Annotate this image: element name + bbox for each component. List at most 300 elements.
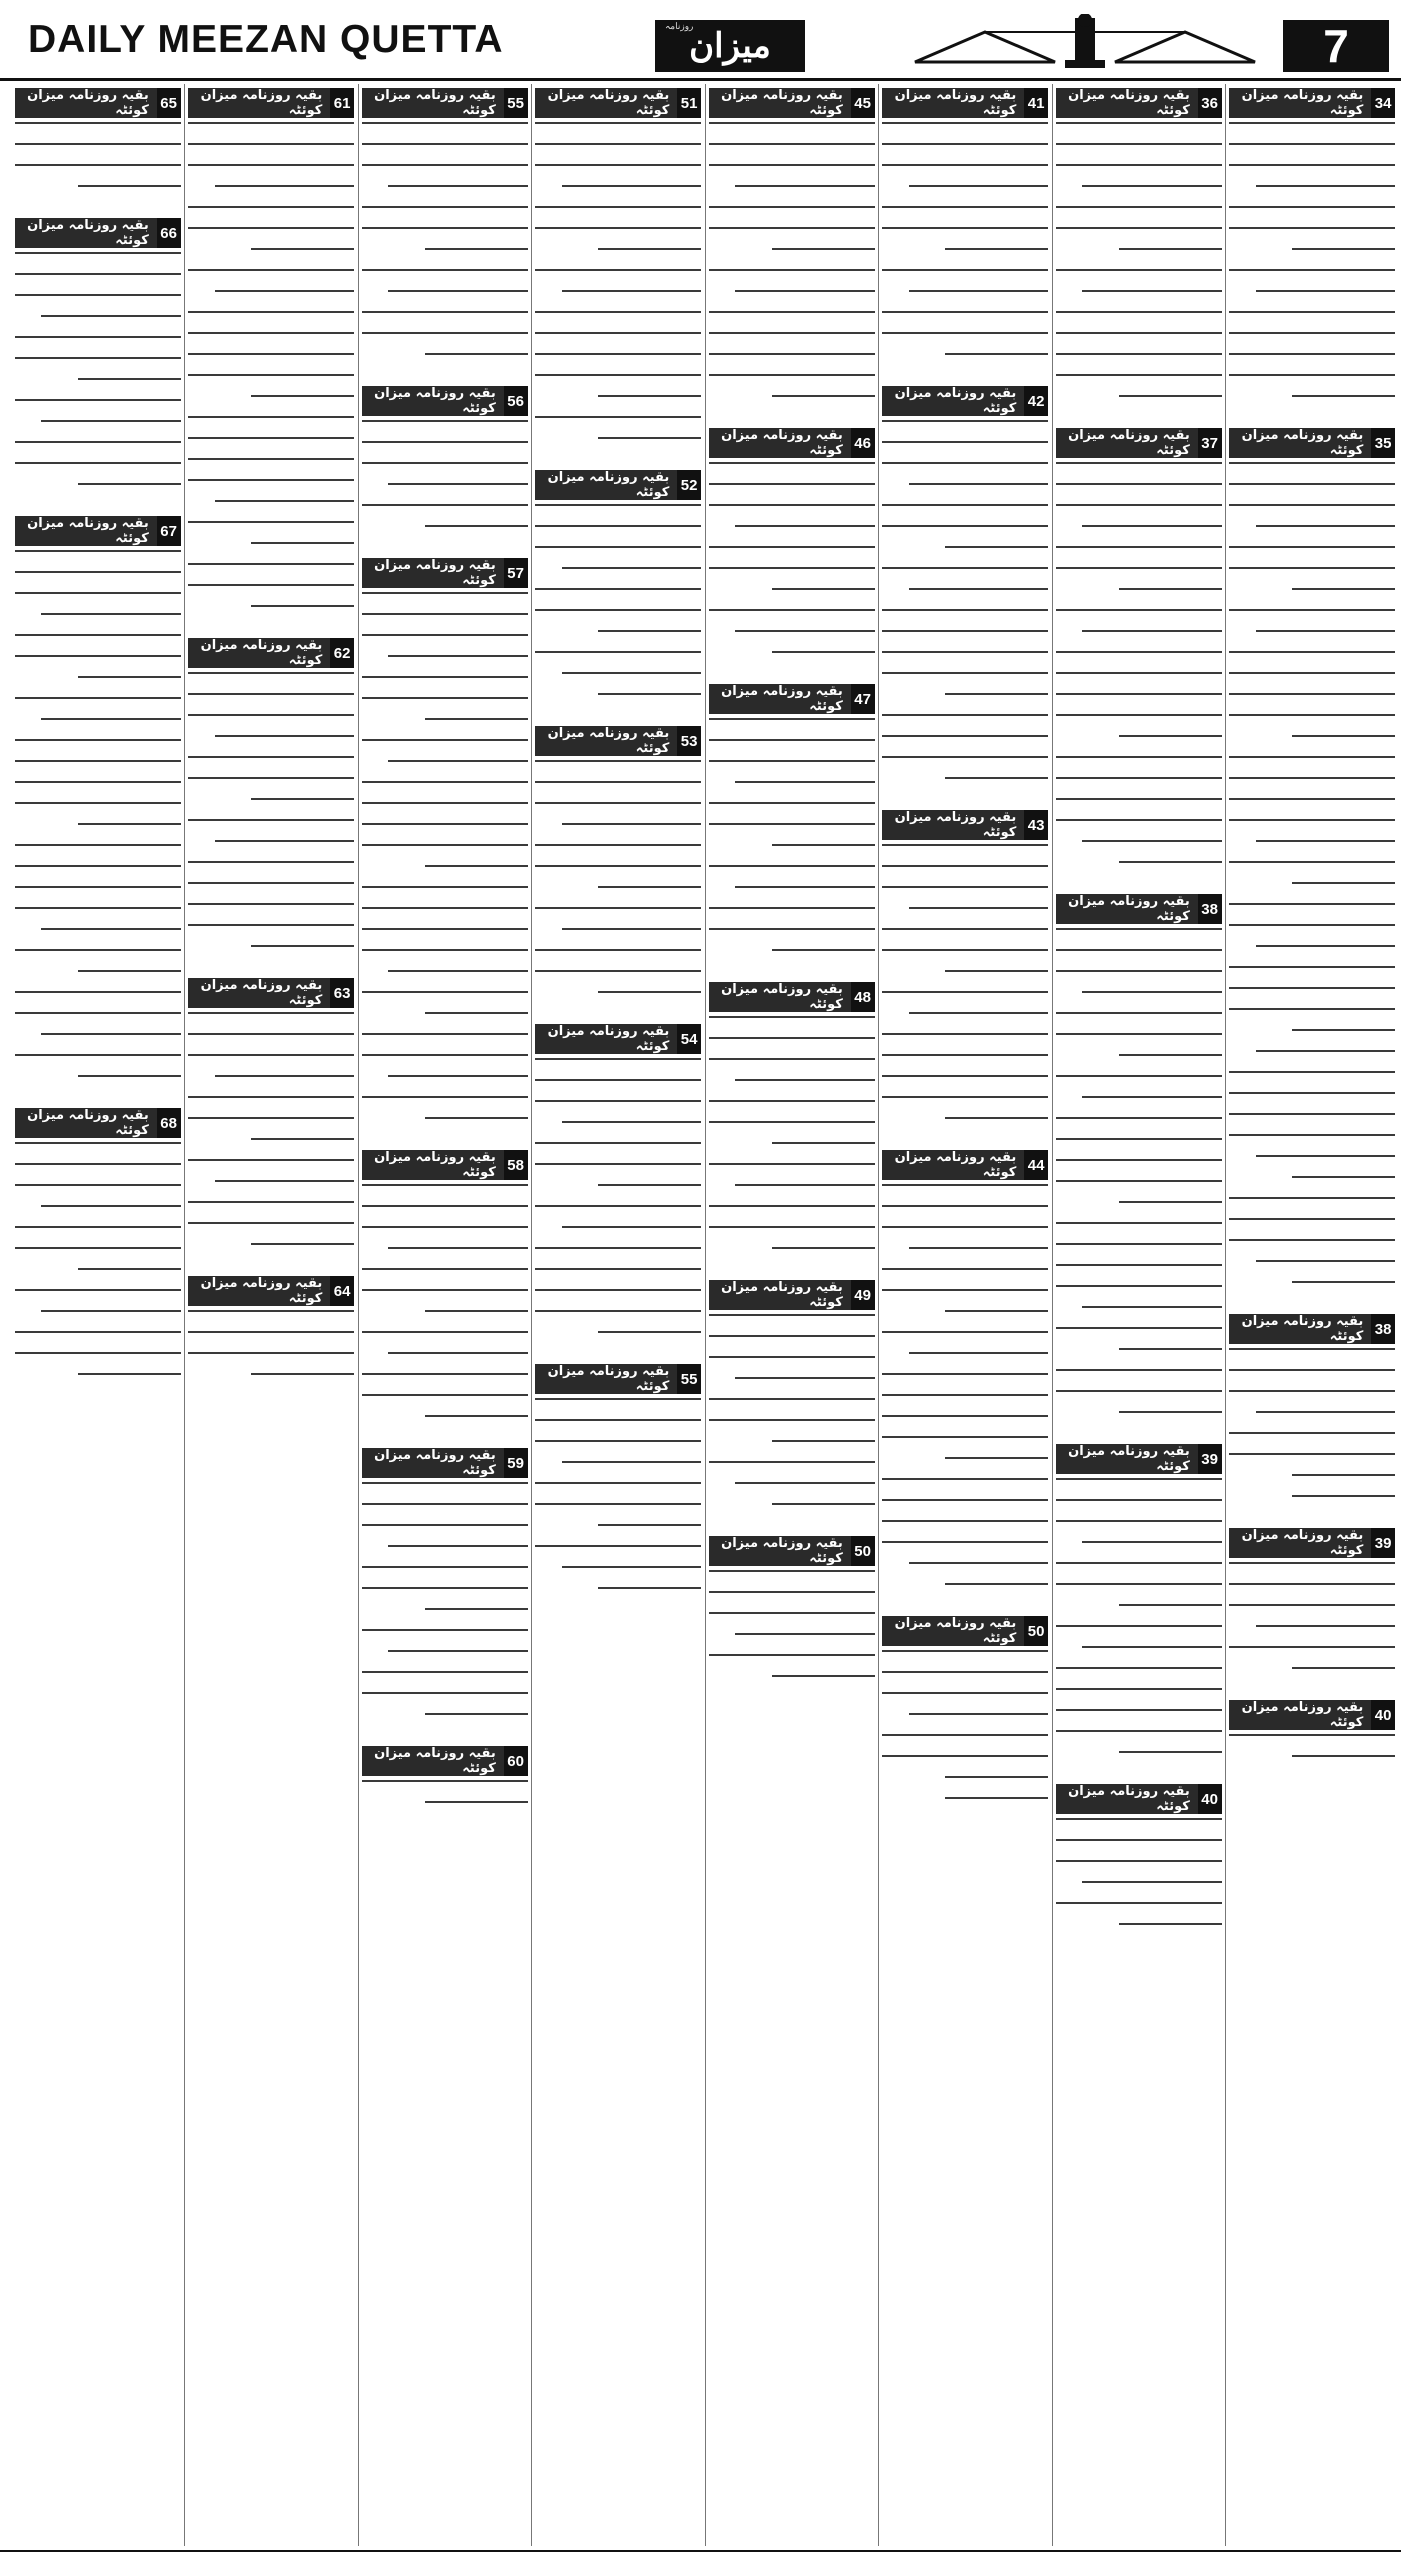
text-line: [1229, 1071, 1395, 1073]
text-line: [15, 252, 181, 254]
text-line: [1229, 1113, 1395, 1115]
text-line: [882, 1054, 1048, 1056]
item-text: [188, 122, 354, 607]
continued-item: [362, 1150, 528, 1436]
item-number: 63: [330, 978, 354, 1008]
text-line: [882, 1415, 1048, 1417]
item-number: 39: [1198, 1444, 1222, 1474]
text-line: [188, 563, 354, 565]
text-line: [772, 949, 875, 951]
text-line: [1082, 525, 1221, 527]
continued-item: [1056, 1444, 1222, 1772]
item-header: [1056, 1784, 1222, 1814]
item-number: 34: [1371, 88, 1395, 118]
text-line: [1229, 987, 1395, 989]
text-line: [388, 760, 527, 762]
text-line: [735, 1482, 874, 1484]
column-separator: [705, 84, 706, 2546]
text-line: [362, 164, 528, 166]
text-line: [945, 1117, 1048, 1119]
text-line: [735, 1184, 874, 1186]
item-label: بقیہ روزنامہ میزان کوئٹہ: [15, 1108, 157, 1138]
text-line: [1229, 1734, 1395, 1736]
text-line: [709, 374, 875, 376]
text-line: [709, 823, 875, 825]
continued-item: [709, 1536, 875, 1696]
text-line: [882, 227, 1048, 229]
text-line: [1229, 1348, 1395, 1350]
text-line: [15, 143, 181, 145]
text-line: [882, 143, 1048, 145]
item-text: [362, 592, 528, 1119]
item-label: بقیہ روزنامہ میزان کوئٹہ: [882, 1150, 1024, 1180]
item-label: بقیہ روزنامہ میزان کوئٹہ: [535, 726, 677, 756]
text-line: [709, 206, 875, 208]
text-line: [188, 882, 354, 884]
item-number: 67: [157, 516, 181, 546]
text-line: [535, 353, 701, 355]
item-number: 53: [677, 726, 701, 756]
text-line: [1082, 840, 1221, 842]
text-line: [562, 928, 701, 930]
text-line: [41, 928, 180, 930]
text-line: [78, 185, 181, 187]
text-line: [535, 865, 701, 867]
text-line: [735, 630, 874, 632]
text-line: [188, 374, 354, 376]
text-line: [1229, 966, 1395, 968]
item-number: 38: [1198, 894, 1222, 924]
text-line: [882, 886, 1048, 888]
column-separator: [878, 84, 879, 2546]
text-line: [188, 777, 354, 779]
text-line: [772, 844, 875, 846]
text-line: [1229, 462, 1395, 464]
text-line: [909, 185, 1048, 187]
text-line: [1229, 353, 1395, 355]
text-line: [78, 1268, 181, 1270]
continued-item: [1229, 1314, 1395, 1516]
text-line: [1056, 353, 1222, 355]
column-separator: [1225, 84, 1226, 2546]
text-line: [1229, 861, 1395, 863]
item-label: بقیہ روزنامہ میزان کوئٹہ: [709, 684, 851, 714]
text-line: [1292, 1755, 1395, 1757]
text-line: [535, 1545, 701, 1547]
item-label: بقیہ روزنامہ میزان کوئٹہ: [535, 88, 677, 118]
text-line: [188, 332, 354, 334]
text-line: [535, 760, 701, 762]
item-label: بقیہ روزنامہ میزان کوئٹہ: [15, 218, 157, 248]
text-line: [362, 823, 528, 825]
continued-item: [1056, 88, 1222, 416]
text-line: [188, 479, 354, 481]
item-text: [709, 1570, 875, 1677]
item-number: 35: [1371, 428, 1395, 458]
text-line: [709, 483, 875, 485]
text-line: [598, 1524, 701, 1526]
text-line: [1229, 714, 1395, 716]
text-line: [188, 311, 354, 313]
text-line: [1056, 227, 1222, 229]
text-line: [215, 735, 354, 737]
text-line: [425, 865, 528, 867]
text-line: [562, 185, 701, 187]
text-line: [1056, 798, 1222, 800]
continued-item: [882, 88, 1048, 374]
text-line: [388, 1545, 527, 1547]
item-number: 49: [851, 1280, 875, 1310]
item-header: [1056, 894, 1222, 924]
item-label: بقیہ روزنامہ میزان کوئٹہ: [535, 470, 677, 500]
column-separator: [1052, 84, 1053, 2546]
item-label: بقیہ روزنامہ میزان کوئٹہ: [709, 1280, 851, 1310]
text-line: [735, 886, 874, 888]
item-text: [1229, 1562, 1395, 1669]
text-line: [1229, 483, 1395, 485]
text-line: [1056, 928, 1222, 930]
column-2: [1056, 82, 1222, 2548]
text-line: [735, 290, 874, 292]
text-line: [1056, 206, 1222, 208]
item-text: [1056, 1818, 1222, 1925]
text-line: [15, 1247, 181, 1249]
text-line: [362, 1524, 528, 1526]
text-line: [425, 1801, 528, 1803]
continued-item: [709, 684, 875, 970]
text-line: [215, 1180, 354, 1182]
text-line: [735, 781, 874, 783]
continued-item: [362, 386, 528, 546]
item-number: 57: [504, 558, 528, 588]
text-line: [1119, 1411, 1222, 1413]
text-line: [535, 143, 701, 145]
text-line: [882, 1205, 1048, 1207]
continued-item: [535, 1024, 701, 1352]
text-line: [1056, 1562, 1222, 1564]
text-line: [709, 546, 875, 548]
item-label: بقیہ روزنامہ میزان کوئٹہ: [709, 1536, 851, 1566]
text-line: [709, 1335, 875, 1337]
text-line: [1229, 1369, 1395, 1371]
text-line: [535, 609, 701, 611]
text-line: [15, 273, 181, 275]
text-line: [1229, 777, 1395, 779]
text-line: [709, 718, 875, 720]
text-line: [535, 1310, 701, 1312]
text-line: [1229, 1453, 1395, 1455]
item-text: [188, 1012, 354, 1245]
continued-item: [709, 88, 875, 416]
text-line: [709, 1461, 875, 1463]
item-text: [882, 420, 1048, 779]
item-header: [362, 1448, 528, 1478]
item-text: [882, 122, 1048, 355]
text-line: [188, 1201, 354, 1203]
text-line: [388, 970, 527, 972]
text-line: [15, 1184, 181, 1186]
item-label: بقیہ روزنامہ میزان کوئٹہ: [1056, 894, 1198, 924]
text-line: [709, 143, 875, 145]
text-line: [215, 290, 354, 292]
item-number: 65: [157, 88, 181, 118]
item-number: 37: [1198, 428, 1222, 458]
text-line: [882, 844, 1048, 846]
item-number: 54: [677, 1024, 701, 1054]
item-label: بقیہ روزنامہ میزان کوئٹہ: [362, 1150, 504, 1180]
text-line: [1056, 164, 1222, 166]
page-number: 7: [1283, 20, 1389, 72]
text-line: [15, 991, 181, 993]
text-line: [362, 949, 528, 951]
text-line: [1056, 1839, 1222, 1841]
text-line: [1056, 609, 1222, 611]
item-text: [362, 122, 528, 355]
text-line: [909, 1352, 1048, 1354]
text-line: [709, 760, 875, 762]
item-number: 50: [851, 1536, 875, 1566]
continued-item: [362, 558, 528, 1138]
text-line: [251, 1373, 354, 1375]
text-line: [535, 332, 701, 334]
text-line: [1056, 332, 1222, 334]
text-line: [15, 1012, 181, 1014]
continued-item: [188, 638, 354, 966]
continued-item: [188, 88, 354, 626]
item-text: [1229, 122, 1395, 397]
text-line: [1292, 1176, 1395, 1178]
text-line: [1056, 1033, 1222, 1035]
text-line: [1056, 1625, 1222, 1627]
text-line: [735, 185, 874, 187]
text-line: [1056, 1180, 1222, 1182]
text-line: [15, 739, 181, 741]
text-line: [1056, 1583, 1222, 1585]
text-line: [882, 567, 1048, 569]
continued-item: [15, 88, 181, 206]
column-4: [709, 82, 875, 2548]
item-label: بقیہ روزنامہ میزان کوئٹہ: [15, 516, 157, 546]
text-line: [251, 1138, 354, 1140]
text-line: [15, 1142, 181, 1144]
item-text: [188, 1310, 354, 1375]
text-line: [535, 970, 701, 972]
item-text: [709, 462, 875, 653]
text-line: [1229, 1646, 1395, 1648]
text-line: [535, 949, 701, 951]
text-line: [362, 1289, 528, 1291]
text-line: [882, 714, 1048, 716]
text-line: [1229, 164, 1395, 166]
text-line: [1082, 630, 1221, 632]
item-header: [535, 88, 701, 118]
text-line: [1056, 1818, 1222, 1820]
item-label: بقیہ روزنامہ میزان کوئٹہ: [535, 1364, 677, 1394]
item-label: بقیہ روزنامہ میزان کوئٹہ: [1056, 1444, 1198, 1474]
text-line: [1229, 122, 1395, 124]
text-line: [598, 1331, 701, 1333]
text-line: [215, 1075, 354, 1077]
text-line: [251, 1243, 354, 1245]
text-line: [1056, 504, 1222, 506]
text-line: [1082, 1541, 1221, 1543]
text-line: [909, 290, 1048, 292]
text-line: [188, 924, 354, 926]
text-line: [362, 886, 528, 888]
text-line: [882, 462, 1048, 464]
item-header: [1229, 1314, 1395, 1344]
text-line: [362, 928, 528, 930]
text-line: [15, 122, 181, 124]
text-line: [709, 567, 875, 569]
text-line: [362, 1503, 528, 1505]
text-line: [188, 714, 354, 716]
text-line: [1292, 1667, 1395, 1669]
text-line: [535, 1503, 701, 1505]
text-line: [562, 567, 701, 569]
text-line: [709, 1058, 875, 1060]
text-line: [535, 1440, 701, 1442]
continued-item: [1229, 1700, 1395, 1776]
column-1: [1229, 82, 1395, 2548]
column-separator: [531, 84, 532, 2546]
text-line: [15, 886, 181, 888]
text-line: [1229, 651, 1395, 653]
item-header: [709, 684, 875, 714]
column-3: [882, 82, 1048, 2548]
item-number: 45: [851, 88, 875, 118]
item-header: [1229, 1700, 1395, 1730]
text-line: [362, 227, 528, 229]
text-line: [535, 844, 701, 846]
item-number: 55: [677, 1364, 701, 1394]
text-line: [1292, 248, 1395, 250]
masthead-rule: [0, 78, 1401, 81]
text-line: [882, 630, 1048, 632]
text-line: [362, 269, 528, 271]
text-line: [362, 1373, 528, 1375]
text-line: [882, 756, 1048, 758]
item-number: 42: [1024, 386, 1048, 416]
text-line: [772, 395, 875, 397]
text-line: [709, 504, 875, 506]
item-text: [15, 1142, 181, 1375]
text-line: [772, 651, 875, 653]
text-line: [1056, 1264, 1222, 1266]
text-line: [188, 1331, 354, 1333]
column-6: [362, 82, 528, 2548]
text-line: [362, 907, 528, 909]
text-line: [882, 269, 1048, 271]
item-text: [1056, 928, 1222, 1413]
text-line: [945, 693, 1048, 695]
item-number: 48: [851, 982, 875, 1012]
text-line: [1056, 567, 1222, 569]
text-line: [1119, 1201, 1222, 1203]
text-line: [1229, 374, 1395, 376]
text-line: [709, 907, 875, 909]
text-line: [15, 802, 181, 804]
text-line: [1229, 924, 1395, 926]
text-line: [772, 1142, 875, 1144]
item-text: [709, 122, 875, 397]
text-line: [362, 676, 528, 678]
text-line: [78, 378, 181, 380]
text-line: [1119, 1923, 1222, 1925]
text-line: [362, 122, 528, 124]
text-line: [78, 970, 181, 972]
text-line: [1256, 840, 1395, 842]
item-label: بقیہ روزنامہ میزان کوئٹہ: [1056, 88, 1198, 118]
text-line: [425, 1415, 528, 1417]
text-line: [1119, 395, 1222, 397]
text-line: [909, 1562, 1048, 1564]
continued-item: [535, 726, 701, 1012]
text-line: [251, 945, 354, 947]
text-line: [1229, 693, 1395, 695]
continued-item: [535, 1364, 701, 1608]
item-label: بقیہ روزنامہ میزان کوئٹہ: [1229, 428, 1371, 458]
text-line: [882, 1373, 1048, 1375]
text-line: [535, 311, 701, 313]
text-line: [882, 1671, 1048, 1673]
text-line: [15, 399, 181, 401]
text-line: [15, 697, 181, 699]
text-line: [735, 1377, 874, 1379]
text-line: [535, 781, 701, 783]
text-line: [362, 697, 528, 699]
item-header: [188, 978, 354, 1008]
text-line: [882, 332, 1048, 334]
item-text: [1056, 1478, 1222, 1753]
text-line: [772, 1247, 875, 1249]
item-header: [362, 1746, 528, 1776]
text-line: [882, 1734, 1048, 1736]
text-line: [362, 420, 528, 422]
text-line: [1229, 143, 1395, 145]
text-line: [535, 1482, 701, 1484]
text-line: [425, 1608, 528, 1610]
text-line: [709, 1016, 875, 1018]
text-line: [15, 1289, 181, 1291]
text-line: [15, 357, 181, 359]
text-line: [188, 861, 354, 863]
text-line: [1082, 185, 1221, 187]
text-line: [1082, 290, 1221, 292]
text-line: [772, 1503, 875, 1505]
item-header: [709, 428, 875, 458]
text-line: [362, 991, 528, 993]
text-line: [188, 122, 354, 124]
text-line: [15, 336, 181, 338]
text-line: [535, 269, 701, 271]
text-line: [1292, 1029, 1395, 1031]
text-line: [598, 886, 701, 888]
text-line: [562, 672, 701, 674]
text-line: [78, 823, 181, 825]
item-number: 56: [504, 386, 528, 416]
item-header: [882, 386, 1048, 416]
item-text: [709, 1016, 875, 1249]
text-line: [535, 374, 701, 376]
text-line: [1056, 269, 1222, 271]
text-line: [882, 672, 1048, 674]
text-line: [1229, 206, 1395, 208]
text-line: [1056, 714, 1222, 716]
text-line: [535, 1058, 701, 1060]
text-line: [1229, 1092, 1395, 1094]
text-line: [188, 1159, 354, 1161]
